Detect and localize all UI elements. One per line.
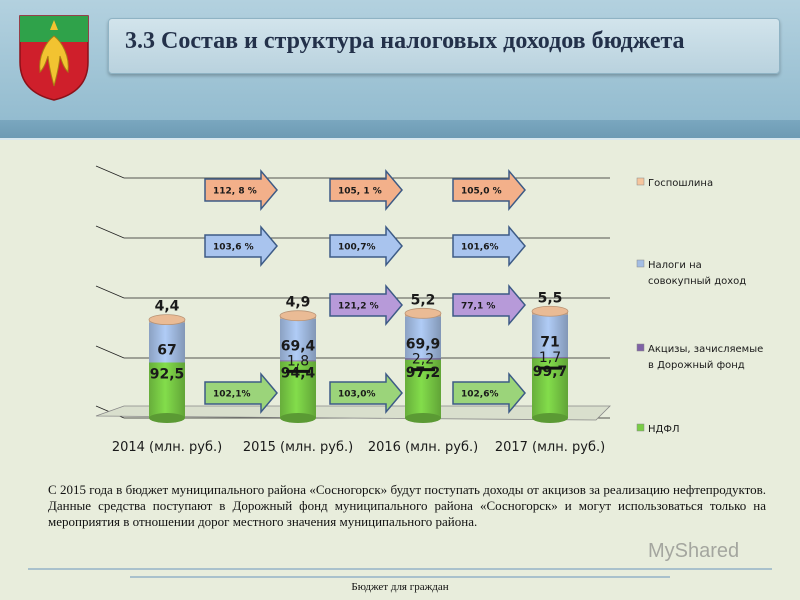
grid-line-diag [96,346,124,358]
value-label-duty: 5,5 [537,290,563,307]
x-tick-label: 2014 (млн. руб.) [111,440,223,455]
legend-label: НДФЛ [648,424,680,435]
legend-label: Госпошлина [648,178,714,189]
watermark-text: MyShared [648,540,740,562]
legend-label-line2: в Дорожный фонд [648,360,745,371]
growth-arrow-label: 102,6% [461,389,499,400]
legend-swatch [637,344,644,351]
bar-base-ellipse [405,413,441,423]
bar-top-ellipse [149,315,185,325]
legend [637,178,763,435]
value-label-aggregate-tax: 69,9 [405,336,441,353]
x-tick-label: 2017 (млн. руб.) [494,440,606,455]
growth-arrows-group [205,171,525,412]
bar-top-ellipse [280,311,316,321]
growth-arrow-label: 103,0% [338,389,376,400]
bar-top-ellipse [405,308,441,318]
value-label-aggregate-tax: 71 [540,334,560,351]
value-label-aggregate-tax: 69,4 [280,338,316,355]
x-tick-label: 2016 (млн. руб.) [367,440,479,455]
footer-text: Бюджет для граждан [351,581,449,593]
footer-divider-short [130,576,670,578]
footer-divider [28,568,772,570]
growth-arrow-label: 105,0 % [461,186,502,197]
growth-arrow-label: 103,6 % [213,242,254,253]
value-label-aggregate-tax: 67 [157,342,177,359]
value-label-ndfl: 94,4 [280,365,316,382]
bar-base-ellipse [532,413,568,423]
value-label-ndfl: 99,7 [532,364,568,381]
coat-of-arms-emblem [16,12,92,102]
bars-group [149,306,568,423]
legend-swatch [637,424,644,431]
growth-arrow-label: 121,2 % [338,301,379,312]
header-band [0,120,800,138]
grid-line-diag [96,226,124,238]
legend-label: Налоги на [648,260,702,271]
legend-swatch [637,260,644,267]
stacked-bar-chart [0,140,800,460]
grid-line-diag [96,166,124,178]
growth-arrow-label: 102,1% [213,389,251,400]
x-tick-label: 2015 (млн. руб.) [242,440,354,455]
grid-line-diag [96,286,124,298]
value-label-duty: 4,9 [285,294,311,311]
growth-arrow-label: 100,7% [338,242,376,253]
page-title: 3.3 Состав и структура налоговых доходов бюджета [125,28,685,54]
legend-label-line2: совокупный доход [648,276,747,287]
growth-arrow-label: 77,1 % [461,301,496,312]
growth-arrow-label: 101,6% [461,242,499,253]
bar-top-ellipse [532,306,568,316]
value-label-duty: 5,2 [410,292,436,309]
value-label-ndfl: 97,2 [405,364,441,381]
value-label-excise: 2,2 [411,351,435,368]
value-label-duty: 4,4 [154,298,180,315]
value-label-ndfl: 92,5 [149,366,185,383]
legend-swatch [637,178,644,185]
bar-base-ellipse [280,413,316,423]
bar-base-ellipse [149,413,185,423]
legend-label: Акцизы, зачисляемые [648,344,764,355]
growth-arrow-label: 112, 8 % [213,186,257,197]
value-label-excise: 1,7 [538,350,562,367]
growth-arrow-label: 105, 1 % [338,186,382,197]
value-label-excise: 1,8 [286,353,310,370]
explanatory-note: С 2015 года в бюджет муниципального района «Сосногорск» будут поступать доходы от акцизов за реализацию нефтепродуктов. Данные средства поступают в Дорожный фонд муниципального района «Сосногорск» и могут использоваться только на мероприятия в отношении дорог местного значения муниципального района. [48,482,766,529]
x-axis-labels-group [112,440,605,455]
